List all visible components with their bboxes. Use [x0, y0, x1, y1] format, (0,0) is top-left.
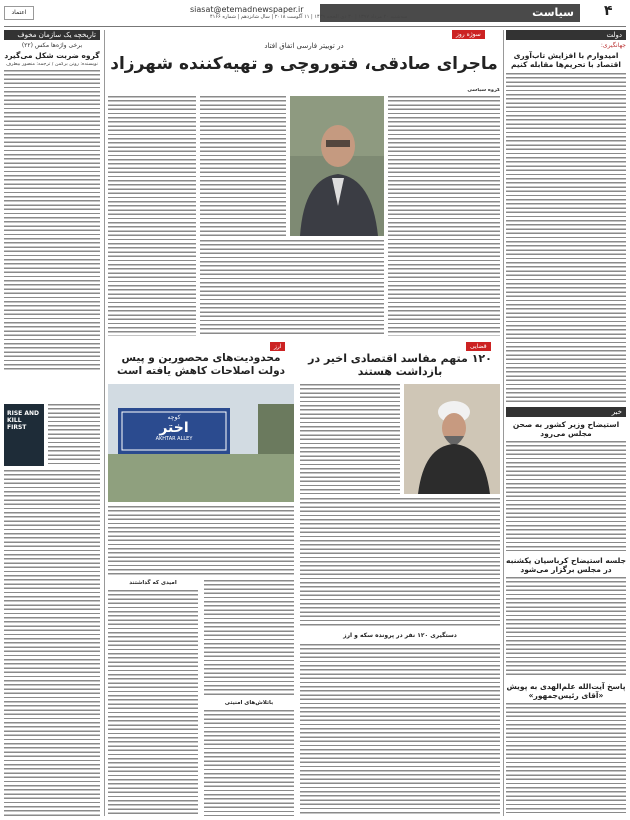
left-body-4 — [204, 710, 294, 816]
serial-column — [4, 30, 100, 370]
left-body-2 — [108, 590, 198, 816]
section-title: سیاست — [320, 4, 580, 22]
masthead — [0, 0, 630, 26]
left-subhead: امیدی که گذاشتند — [129, 580, 177, 586]
dateline: سه‌شنبه ۲۰ مرداد ۱۳۹۷ | ۳۰ ذی الحجه ۱۴۳۹ | ۱۱ آگوست ۲۰۱۸ | سال شانزدهم | شماره ۴۱۶۶ — [210, 14, 408, 20]
right-body-4 — [506, 703, 626, 813]
portrait-illustration — [290, 96, 384, 236]
lead-photo — [290, 96, 384, 236]
lead-headline: ماجرای صادقی، فتوروچی و تهیه‌کننده شهرزاد — [110, 54, 498, 74]
left-tag: ارز — [270, 342, 285, 351]
mid-tag: قضایی — [466, 342, 491, 351]
mid-story — [300, 352, 500, 378]
lead-byline: گروه سیاسی — [467, 88, 500, 93]
mid-body-3 — [300, 644, 500, 816]
street-sign-label: کوچه — [167, 414, 181, 421]
section-email: siasat@etemadnewspaper.ir — [190, 5, 304, 14]
serial-note: برخی واژه‌ها مکس (۲۲) — [21, 42, 83, 49]
right-column — [506, 30, 626, 816]
mid-body-2 — [300, 498, 500, 628]
street-sign-latin: AKHTAR ALLEY — [155, 436, 193, 442]
lead-tag: سوژه روز — [452, 30, 485, 39]
right-headline: امیدوارم با افزایش تاب‌آوری اقتصاد با تحریم‌ها مقابله کنیم — [511, 51, 621, 69]
serial-body-2 — [48, 404, 100, 466]
mid-photo — [404, 384, 500, 494]
book-cover — [4, 404, 44, 466]
street-sign-name: اختر — [159, 420, 189, 436]
right-body-3 — [506, 577, 626, 677]
cleric-illustration — [404, 384, 500, 494]
left-subhead-2: باتلاش‌های امنیتی — [224, 700, 274, 706]
lead-story — [108, 40, 500, 74]
lead-body-1 — [388, 96, 500, 336]
right-headline-4: پاسخ آیت‌الله علم‌الهدی به پویش «آقای رئیس‌جمهور» — [506, 682, 626, 700]
left-headline: محدودیت‌های محصورین و پیس دولت اصلاحات کاهش یافته است — [117, 352, 285, 377]
serial-body-3 — [4, 470, 100, 816]
top-rule — [4, 26, 626, 27]
serial-headline: گروه ضربت شکل می‌گیرد — [4, 51, 100, 60]
divider — [503, 30, 504, 816]
serial-section: تاریخچه یک سازمان مخوف — [4, 30, 100, 40]
book-title: RISE AND KILL FIRST — [7, 410, 40, 431]
right-section2-label: خبر — [506, 407, 626, 417]
page-number: ۴ — [604, 3, 613, 19]
right-kicker: جهانگیری: — [600, 42, 626, 49]
left-body-1 — [108, 506, 294, 576]
right-body — [506, 73, 626, 403]
divider — [104, 30, 105, 816]
right-headline-2: استیضاح وزیر کشور به صحن مجلس می‌رود — [512, 420, 620, 438]
right-headline-3: جلسه استیضاح کرباسیان یکشنبه در مجلس برگزار می‌شود — [506, 556, 626, 574]
street-photo — [108, 384, 294, 502]
left-body-3 — [204, 580, 294, 696]
lead-kicker: در توییتر فارسی اتفاق افتاد — [264, 42, 344, 50]
mid-body-1 — [300, 384, 400, 494]
street-sign-illustration — [108, 384, 294, 502]
lead-body-4 — [200, 240, 384, 336]
right-body-2 — [506, 441, 626, 551]
lead-body-3 — [108, 96, 196, 336]
left-story — [108, 352, 294, 377]
mid-subhead: دستگیری ۱۲۰ نفر در پرونده سکه و ارز — [343, 632, 457, 639]
right-section-label: دولت — [506, 30, 626, 40]
newspaper-logo: اعتماد — [4, 6, 34, 20]
serial-byline: نویسنده: رونن برگمن / ترجمه: منصور بیطرف — [6, 62, 98, 67]
serial-body — [4, 70, 100, 370]
street-sign — [128, 414, 220, 442]
lead-body-2 — [200, 96, 286, 236]
mid-headline: ۱۲۰ متهم مفاسد اقتصادی اخیر در بازداشت هستند — [308, 352, 492, 379]
